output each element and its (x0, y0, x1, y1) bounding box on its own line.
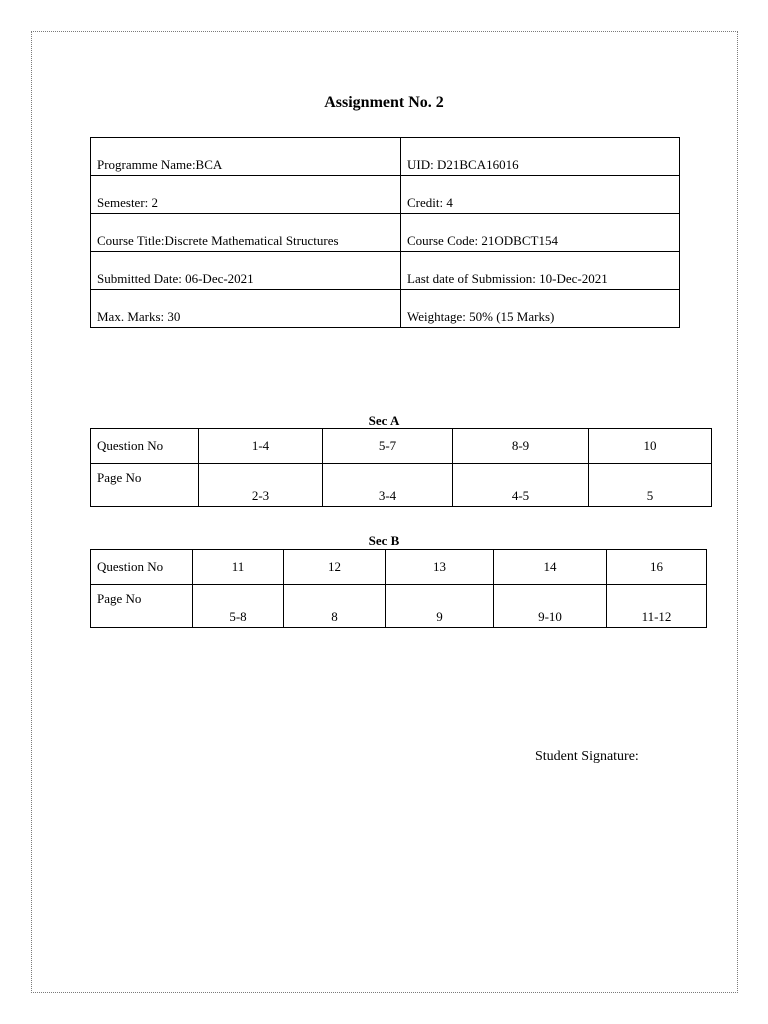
student-signature-label: Student Signature: (535, 749, 639, 764)
question-cell: 12 (284, 550, 386, 585)
programme-cell: Programme Name:BCA (91, 138, 401, 176)
question-cell: 14 (494, 550, 607, 585)
sec-b-table (90, 549, 707, 628)
question-cell: 8-9 (453, 429, 589, 464)
page-row (91, 464, 712, 507)
last-date-cell: Last date of Submission: 10-Dec-2021 (401, 252, 680, 290)
page-no-label: Page No (91, 464, 199, 507)
credit-cell: Credit: 4 (401, 176, 680, 214)
sec-a-table (90, 428, 712, 507)
page-cell: 9 (386, 585, 494, 628)
page-cell: 9-10 (494, 585, 607, 628)
question-row (91, 550, 707, 585)
page-cell: 5-8 (193, 585, 284, 628)
question-cell: 5-7 (323, 429, 453, 464)
submitted-date-cell: Submitted Date: 06-Dec-2021 (91, 252, 401, 290)
sec-b-title: Sec B (368, 533, 400, 548)
page-cell: 5 (589, 464, 712, 507)
page-row (91, 585, 707, 628)
question-cell: 10 (589, 429, 712, 464)
page-cell: 3-4 (323, 464, 453, 507)
page-no-label: Page No (91, 585, 193, 628)
course-code-cell: Course Code: 21ODBCT154 (401, 214, 680, 252)
question-no-label: Question No (91, 429, 199, 464)
weightage-cell: Weightage: 50% (15 Marks) (401, 290, 680, 328)
sec-a-title: Sec A (368, 413, 400, 428)
course-title-cell: Course Title:Discrete Mathematical Structures (91, 214, 401, 252)
question-cell: 13 (386, 550, 494, 585)
question-cell: 16 (607, 550, 707, 585)
semester-cell: Semester: 2 (91, 176, 401, 214)
max-marks-cell: Max. Marks: 30 (91, 290, 401, 328)
question-row (91, 429, 712, 464)
table-row (91, 138, 680, 176)
table-row (91, 252, 680, 290)
page-cell: 2-3 (199, 464, 323, 507)
table-row (91, 214, 680, 252)
question-cell: 11 (193, 550, 284, 585)
uid-cell: UID: D21BCA16016 (401, 138, 680, 176)
page-cell: 8 (284, 585, 386, 628)
document-title: Assignment No. 2 (324, 94, 444, 111)
table-row (91, 290, 680, 328)
question-cell: 1-4 (199, 429, 323, 464)
table-row (91, 176, 680, 214)
page-cell: 4-5 (453, 464, 589, 507)
question-no-label: Question No (91, 550, 193, 585)
course-info-table (90, 137, 680, 328)
page-cell: 11-12 (607, 585, 707, 628)
